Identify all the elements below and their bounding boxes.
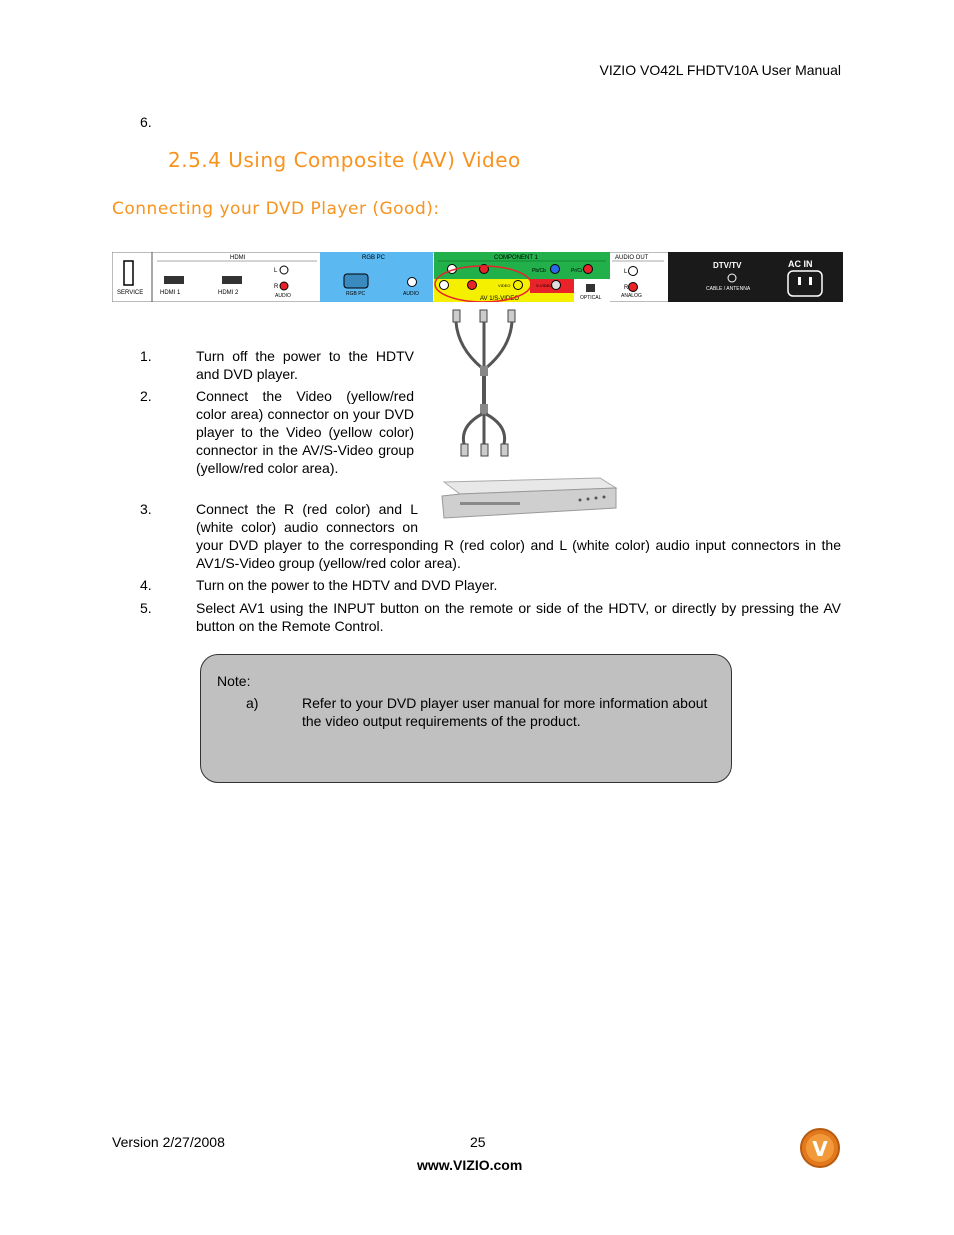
svg-text:AUDIO: AUDIO [275,293,291,299]
av-video-jack-icon [514,281,523,290]
step-text: Connect the Video (yellow/red color area) connector on your DVD player to the Video (yellow color) connector in the AV/S-Video group (yellow/red color area). [196,388,414,476]
hdmi2-port-icon [222,276,242,284]
svg-text:S-VIDEO: S-VIDEO [536,283,553,288]
tv-rear-panel [112,252,843,302]
hdmi-audio-l-jack-icon [280,266,288,274]
svg-text:VIDEO: VIDEO [498,283,511,288]
av-audio-r-jack-icon [468,281,477,290]
hdmi1-port-icon [164,276,184,284]
ac-in-label: AC IN [788,259,813,269]
footer-version: Version 2/27/2008 [112,1134,225,1150]
hdmi1-label: HDMI 1 [160,290,181,296]
audio-out-label: AUDIO OUT [615,255,649,261]
svg-text:ANALOG: ANALOG [621,293,642,299]
step-number: 2. [140,388,152,404]
step-number: 5. [140,600,152,616]
component-group-label: COMPONENT 1 [494,255,538,261]
svg-text:R: R [624,285,629,291]
rgb-audio-jack-icon [408,278,417,287]
step-text: Turn on the power to the HDTV and DVD Player. [196,577,498,593]
svg-text:R: R [274,284,279,290]
av-svideo-group-label: AV 1/S-VIDEO [480,296,519,302]
av-audio-l-jack-icon [440,281,449,290]
vga-port-icon [344,274,368,288]
svideo-jack-icon [552,281,561,290]
footer-url[interactable]: www.VIZIO.com [417,1157,523,1173]
hdmi-audio-r-jack-icon [280,282,288,290]
step-number: 4. [140,577,152,593]
note-box [200,654,732,783]
svg-text:OPTICAL: OPTICAL [580,295,602,301]
component-pb-jack-icon [551,265,560,274]
optical-port-icon [586,284,595,292]
step-text-wrapped: Connect the R (red color) and L (white color) audio connectors on your DVD player to the corresponding R (red color) and L (white color) audio input connectors in the AV1/S-Video group (yellow/red color area). [196,501,841,571]
step-number: 1. [140,348,152,364]
section-heading: 2.5.4 Using Composite (AV) Video [168,148,521,172]
audio-out-l-jack-icon [629,267,638,276]
step-text: Turn off the power to the HDTV and DVD player. [196,348,414,382]
rca-cable-image [446,308,524,468]
note-title: Note: [217,673,251,689]
svg-text:Pb/Cb: Pb/Cb [532,268,546,274]
svg-text:L: L [274,268,278,274]
hdmi-group-label: HDMI [230,255,246,261]
stray-list-number: 6. [140,114,152,130]
svg-text:RGB PC: RGB PC [346,291,366,297]
vizio-logo-icon [799,1127,841,1169]
rgb-pc-group-label: RGB PC [362,255,386,261]
step-text: Select AV1 using the INPUT button on the remote or side of the HDTV, or directly by pressing the AV button on the Remote Control. [196,600,841,634]
audio-out-r-jack-icon [629,283,638,292]
manual-title: VIZIO VO42L FHDTV10A User Manual [599,62,841,78]
image-wrap-spacer [418,500,841,536]
svg-text:L: L [624,269,628,275]
dtv-label: DTV/TV [713,261,742,270]
sub-heading: Connecting your DVD Player (Good): [112,199,440,219]
svg-text:CABLE / ANTENNA: CABLE / ANTENNA [706,286,751,292]
step-number: 3. [140,501,152,517]
note-item-label: a) [246,695,259,711]
footer-page-number: 25 [470,1134,486,1150]
svg-text:AUDIO: AUDIO [403,291,419,297]
note-item-text: Refer to your DVD player user manual for more information about the video output requirements of the product. [302,695,708,729]
hdmi2-label: HDMI 2 [218,290,239,296]
svg-text:V: V [812,1137,828,1161]
svg-text:Pr/Cr: Pr/Cr [571,268,583,274]
component-pr-jack-icon [584,265,593,274]
service-label: SERVICE [117,290,144,296]
